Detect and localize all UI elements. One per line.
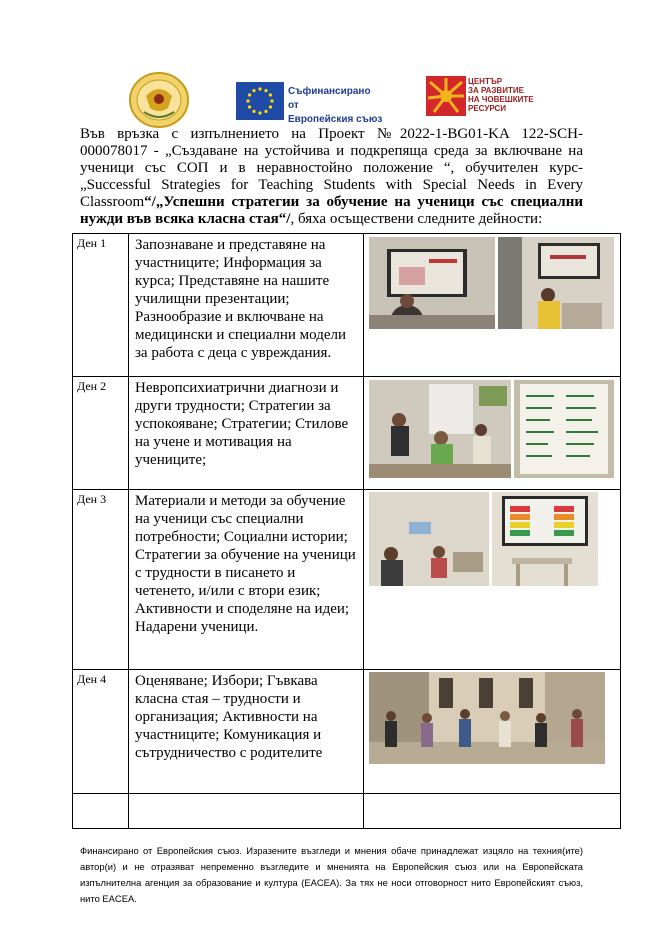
day-label: Ден 4 xyxy=(73,670,129,794)
hrdc-logo xyxy=(426,76,566,122)
empty-cell xyxy=(129,794,364,829)
classroom-photo xyxy=(369,492,489,586)
funding-disclaimer: Финансирано от Европейския съюз. Изразените възгледи и мнения обаче принадлежат изцяло на техния(ите) автор(и) и не отразяват непременно възгледите и мненията на Европейския съюз или на Европейската изпълнителна агенция за образование и култура (EACEA). За тях не носи отговорност нито Европейският съюз, нито EACEA. xyxy=(80,845,583,904)
presentation-photo xyxy=(498,237,614,329)
day-description: Материали и методи за обучение на ученици със специални потребности; Социални истории; Стратегии за обучение на ученици с трудности в писането и четенето, и/или с втори език; Активности и споделяне на идеи; Надарени ученици. xyxy=(129,490,364,670)
sun-figure-icon xyxy=(426,76,466,116)
day-1-photos xyxy=(364,234,621,377)
eu-flag-icon xyxy=(236,82,284,120)
table-row-day-1 xyxy=(73,234,621,377)
day-label: Ден 3 xyxy=(73,490,129,670)
intro-line-3: ученици със СОП и в неравностойно положение “, обучителен курс- xyxy=(80,160,583,176)
eu-text-line-2: Европейския съюз xyxy=(288,114,383,125)
workshop-photo xyxy=(369,380,511,478)
eu-cofunded-text xyxy=(288,85,384,127)
empty-cell xyxy=(73,794,129,829)
day-label: Ден 2 xyxy=(73,377,129,490)
hrdc-text xyxy=(468,77,534,113)
flipchart-photo xyxy=(514,380,614,478)
hrdc-line-3: НА ЧОВЕШКИТЕ xyxy=(468,95,534,104)
day-label: Ден 1 xyxy=(73,234,129,377)
intro-line-1: Във връзка с изпълнението на Проект №2022-1-BG01-KA 122-SCH- xyxy=(80,126,583,142)
intro-line-5 xyxy=(80,194,583,211)
day-3-photos xyxy=(364,490,621,670)
table-row-day-2 xyxy=(73,377,621,490)
logo-bar xyxy=(0,70,662,130)
table-row-empty xyxy=(73,794,621,829)
school-emblem-logo xyxy=(128,72,190,128)
activities-table xyxy=(72,233,621,829)
hrdc-line-4: РЕСУРСИ xyxy=(468,104,506,113)
intro-course-name-bg-part2: нужди във всяка класна стая“/ xyxy=(80,211,291,227)
eu-text-line-1: Съфинансирано от xyxy=(288,86,371,111)
table-row-day-3 xyxy=(73,490,621,670)
hrdc-line-1: ЦЕНТЪР xyxy=(468,77,503,86)
day-description: Оценяване; Избори; Гъвкава класна стая – трудности и организация; Активности на участниците; Комуникация и сътрудничество с родителите xyxy=(129,670,364,794)
intro-line-2: 000078017 - „Създаване на устойчива и подкрепяща среда за включване на xyxy=(80,143,583,159)
eu-cofunded-logo xyxy=(236,82,384,125)
courtyard-photo xyxy=(369,672,605,764)
intro-course-name-en: Classroom xyxy=(80,194,145,210)
day-description: Запознаване и представяне на участниците; Информация за курса; Представяне на нашите училищни презентации; Разнообразие и включване на медицински и специални модели за работа с деца с увреждания. xyxy=(129,234,364,377)
intro-line-4: „Successful Strategies for Teaching Students with Special Needs in Every xyxy=(80,177,583,193)
empty-cell xyxy=(364,794,621,829)
day-4-photos xyxy=(364,670,621,794)
presentation-photo xyxy=(369,237,495,329)
day-description: Невропсихиатрични диагнози и други трудности; Стратегии за успокояване; Стратегии; Стилове на учене и мотивация на учениците; xyxy=(129,377,364,490)
intro-paragraph xyxy=(80,126,583,228)
day-2-photos xyxy=(364,377,621,490)
hrdc-line-2: ЗА РАЗВИТИЕ xyxy=(468,86,524,95)
intro-course-name-bg-part1: “/„Успешни стратегии за обучение на ученици със специални xyxy=(144,194,583,210)
intro-line-6-rest: , бяха осъществени следните дейности: xyxy=(290,211,543,227)
intro-line-6 xyxy=(80,211,583,228)
screen-photo xyxy=(492,492,598,586)
table-row-day-4 xyxy=(73,670,621,794)
